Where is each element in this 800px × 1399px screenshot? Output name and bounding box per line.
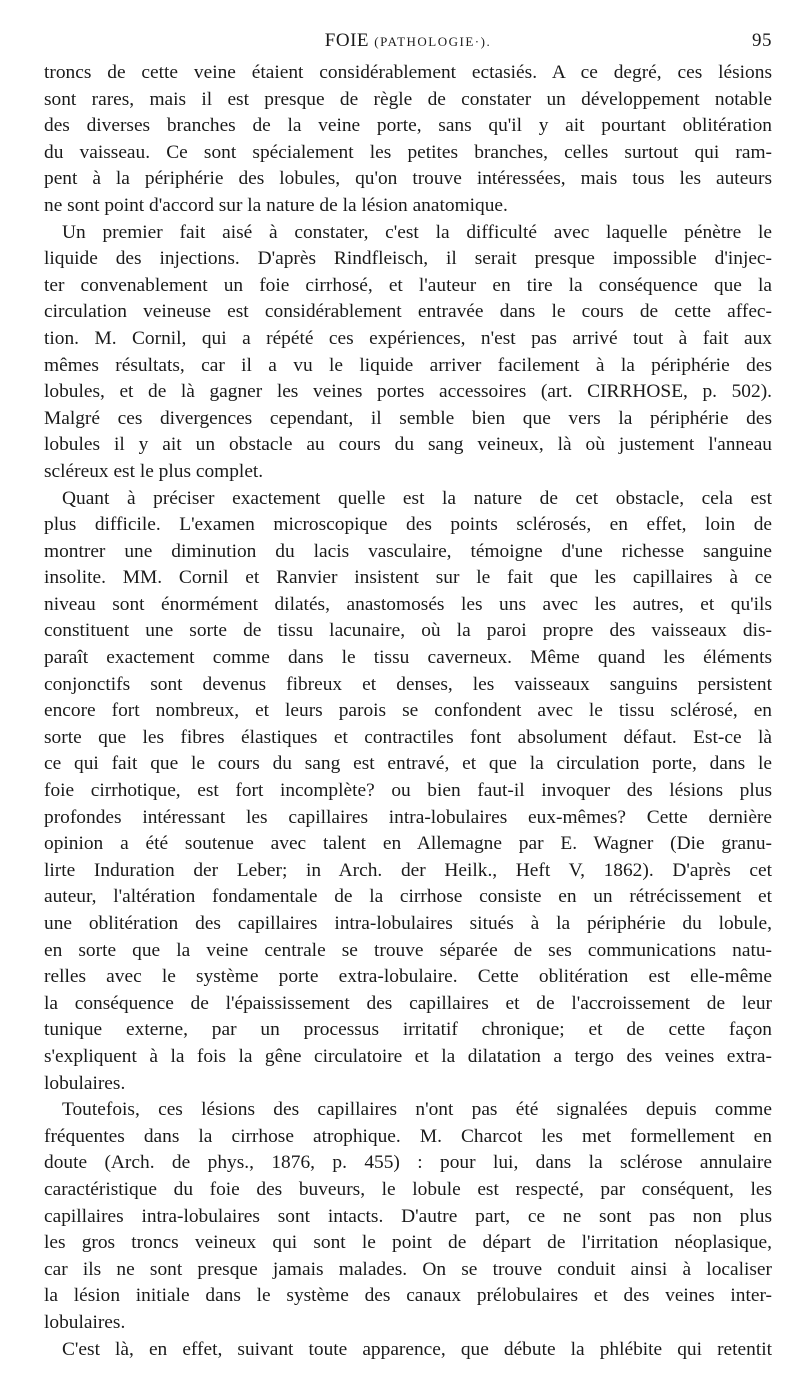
body-text bbox=[44, 60, 772, 1363]
text-line: circulation veineuse est considérablement entravée dans le cours de cette affec- bbox=[44, 301, 772, 323]
text-line: ce qui fait que le cours du sang est entravé, et que la circulation porte, dans le bbox=[44, 753, 772, 775]
book-page bbox=[44, 26, 772, 1363]
text-line: lobules il y ait un obstacle au cours du sang veineux, là où justement l'anneau bbox=[44, 434, 772, 456]
text-line: du vaisseau. Ce sont spécialement les petites branches, celles surtout qui ram- bbox=[44, 141, 772, 163]
text-line: encore fort nombreux, et leurs parois se confondent avec le tissu sclérosé, en bbox=[44, 700, 772, 722]
text-line: les gros troncs veineux qui sont le point de départ de l'irritation néoplasique, bbox=[44, 1232, 772, 1254]
text-line: sorte que les fibres élastiques et contractiles font absolument défaut. Est-ce là bbox=[44, 726, 772, 748]
text-line: profondes intéressant les capillaires intra-lobulaires eux-mêmes? Cette dernière bbox=[44, 806, 772, 828]
header-title: FOIE bbox=[324, 30, 370, 51]
text-line: lobulaires. bbox=[44, 1311, 126, 1333]
text-line: montrer une diminution du lacis vasculaire, témoigne d'une richesse sanguine bbox=[44, 540, 772, 562]
text-line: en sorte que la veine centrale se trouve séparée de ses communications natu- bbox=[44, 939, 772, 961]
text-line: lirte Induration der Leber; in Arch. der Heilk., Heft V, 1862). D'après cet bbox=[44, 859, 772, 881]
text-line: tunique externe, par un processus irritatif chronique; et de cette façon bbox=[44, 1019, 772, 1041]
text-line: caractéristique du foie des buveurs, le lobule est respecté, par conséquent, les bbox=[44, 1178, 772, 1200]
text-line: ne sont point d'accord sur la nature de la lésion anatomique. bbox=[44, 194, 508, 216]
text-line: fréquentes dans la cirrhose atrophique. M. Charcot les met formellement en bbox=[44, 1125, 772, 1147]
text-line: insolite. MM. Cornil et Ranvier insistent sur le fait que les capillaires à ce bbox=[44, 567, 772, 589]
text-line: liquide des injections. D'après Rindfleisch, il serait presque impossible d'injec- bbox=[44, 248, 772, 270]
text-line: scléreux est le plus complet. bbox=[44, 460, 264, 482]
text-line: doute (Arch. de phys., 1876, p. 455) : pour lui, dans la sclérose annulaire bbox=[44, 1152, 772, 1174]
text-line: capillaires intra-lobulaires sont intacts. D'autre part, ce ne sont pas non plus bbox=[44, 1205, 772, 1227]
text-line: lobulaires. bbox=[44, 1072, 126, 1094]
page-number: 95 bbox=[752, 30, 772, 51]
text-line: lobules, et de là gagner les veines portes accessoires (art. CIRRHOSE, p. 502). bbox=[44, 381, 772, 403]
text-line: troncs de cette veine étaient considérablement ectasiés. A ce degré, ces lésions bbox=[44, 62, 772, 83]
text-line: auteur, l'altération fondamentale de la cirrhose consiste en un rétrécissement et bbox=[44, 886, 772, 908]
text-line: la conséquence de l'épaississement des capillaires et de l'accroissement de leur bbox=[44, 992, 772, 1014]
text-line: car ils ne sont presque jamais malades. On se trouve conduit ainsi à localiser bbox=[44, 1258, 772, 1280]
text-line: des diverses branches de la veine porte, sans qu'il y ait pourtant oblitération bbox=[44, 115, 772, 137]
text-line: la lésion initiale dans le système des canaux prélobulaires et des veines inter- bbox=[44, 1285, 772, 1307]
header-subtitle: (PATHOLOGIE·). bbox=[374, 34, 492, 49]
text-line: mêmes résultats, car il a vu le liquide arriver facilement à la périphérie des bbox=[44, 354, 772, 376]
text-line: niveau sont énormément dilatés, anastomosés les uns avec les autres, et qu'ils bbox=[44, 593, 772, 615]
text-line: une oblitération des capillaires intra-lobulaires situés à la périphérie du lobule, bbox=[44, 913, 772, 934]
text-line: sont rares, mais il est presque de règle de constater un développement notable bbox=[44, 88, 772, 110]
text-line: Quant à préciser exactement quelle est la nature de cet obstacle, cela est bbox=[62, 487, 772, 509]
text-line: foie cirrhotique, est fort incomplète? ou bien faut-il invoquer des lésions plus bbox=[44, 780, 772, 802]
text-line: plus difficile. L'examen microscopique des points sclérosés, en effet, loin de bbox=[44, 514, 772, 536]
text-line: Malgré ces divergences cependant, il semble bien que vers la périphérie des bbox=[44, 407, 772, 429]
text-line: ter convenablement un foie cirrhosé, et l'auteur en tire la conséquence que la bbox=[44, 274, 772, 296]
text-line: conjonctifs sont devenus fibreux et denses, les vaisseaux sanguins persistent bbox=[44, 673, 772, 695]
text-line: constituent une sorte de tissu lacunaire, où la paroi propre des vaisseaux dis- bbox=[44, 620, 772, 642]
text-line: C'est là, en effet, suivant toute apparence, que débute la phlébite qui retentit bbox=[62, 1338, 772, 1360]
text-line: Un premier fait aisé à constater, c'est la difficulté avec laquelle pénètre le bbox=[62, 221, 772, 243]
running-title bbox=[44, 30, 772, 52]
text-line: opinion a été soutenue avec talent en Allemagne par E. Wagner (Die granu- bbox=[44, 833, 772, 855]
text-line: s'expliquent à la fois la gêne circulatoire et la dilatation a tergo des veines extra- bbox=[44, 1045, 772, 1067]
running-header bbox=[44, 26, 772, 60]
text-line: paraît exactement comme dans le tissu caverneux. Même quand les éléments bbox=[44, 647, 772, 669]
text-line: pent à la périphérie des lobules, qu'on trouve intéressées, mais tous les auteurs bbox=[44, 168, 772, 190]
text-line: Toutefois, ces lésions des capillaires n'ont pas été signalées depuis comme bbox=[62, 1099, 772, 1121]
text-line: tion. M. Cornil, qui a répété ces expériences, n'est pas arrivé tout à fait aux bbox=[44, 327, 772, 349]
text-line: relles avec le système porte extra-lobulaire. Cette oblitération est elle-même bbox=[44, 966, 772, 988]
